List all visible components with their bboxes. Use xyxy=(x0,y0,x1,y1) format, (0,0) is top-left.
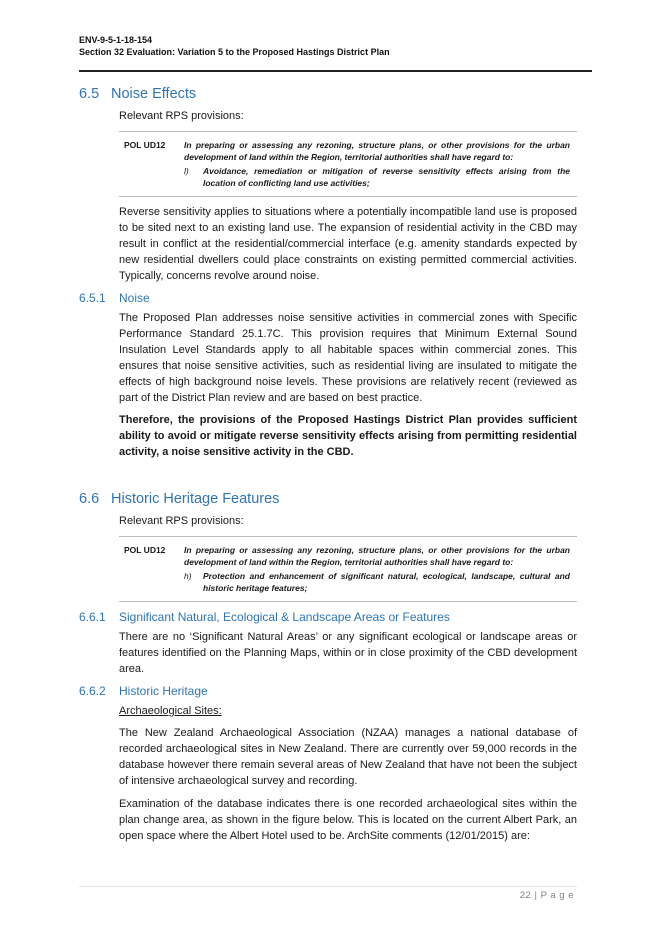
subsection-heading-6-5-1 xyxy=(79,291,150,305)
section-title: Noise Effects xyxy=(111,86,197,102)
subsection-title: Noise xyxy=(119,291,150,305)
policy-item-text: Protection and enhancement of significant natural, ecological, landscape, cultural and historic heritage features; xyxy=(203,571,570,593)
noise-paragraph: The Proposed Plan addresses noise sensitive activities in commercial zones with Specific Performance Standard 25.1.7C. This provision requires that Minimum External Sound Insulation Level Standards apply to all habitable spaces within commercial zones. This ensures that noise sensitive activities, such as residential living are insulated to mitigate the effects of high background noise levels. These provisions are relatively recent (reviewed as part of the District Plan review and are based on best practice. xyxy=(119,312,577,404)
subsection-number: 6.6.1 xyxy=(79,610,106,624)
subsection-heading-6-6-2 xyxy=(79,684,208,698)
nzaa-paragraph: The New Zealand Archaeological Association (NZAA) manages a national database of recorded archaeological sites in New Zealand. There are currently over 59,000 records in the database however there remain several areas of New Zealand that have not been the subject of intensive archaeological survey and recording. xyxy=(119,727,577,787)
policy-text: In preparing or assessing any rezoning, structure plans, or other provisions for the urban development of land within the Region, territorial authorities shall have regard to: xyxy=(184,545,570,567)
significant-areas-paragraph: There are no ‘Significant Natural Areas’ or any significant ecological or landscape areas or features identified on the Planning Maps, within or in close proximity of the CBD development area. xyxy=(119,631,577,675)
subsection-number: 6.6.2 xyxy=(79,684,106,698)
section-number: 6.6 xyxy=(79,491,100,507)
page-number: 22 | P a g e xyxy=(519,890,574,901)
header-divider xyxy=(79,70,592,72)
relevant-rps-label: Relevant RPS provisions: xyxy=(119,515,244,527)
policy-code: POL UD12 xyxy=(124,140,166,150)
relevant-rps-label: Relevant RPS provisions: xyxy=(119,110,244,122)
policy-item-text: Avoidance, remediation or mitigation of reverse sensitivity effects arising from the location of conflicting land use activities; xyxy=(203,166,570,188)
subsection-heading-6-6-1 xyxy=(79,610,450,624)
section-heading-6-5 xyxy=(79,86,196,102)
archaeological-sites-subheading: Archaeological Sites: xyxy=(119,705,222,717)
policy-box-ud12-l xyxy=(119,131,577,197)
running-header xyxy=(79,34,390,58)
database-paragraph: Examination of the database indicates there is one recorded archaeological sites within the plan change area, as shown in the figure below. This is located on the current Albert Park, an open space where the Albert Hotel used to be. ArchSite comments (12/01/2015) are: xyxy=(119,798,577,842)
section-number: 6.5 xyxy=(79,86,100,102)
subsection-title: Historic Heritage xyxy=(119,684,208,698)
subsection-number: 6.5.1 xyxy=(79,291,106,305)
section-heading-6-6 xyxy=(79,491,279,507)
document-id: ENV-9-5-1-18-154 xyxy=(79,35,153,45)
policy-item-letter: h) xyxy=(184,571,192,581)
section-title: Historic Heritage Features xyxy=(111,491,280,507)
noise-conclusion-paragraph: Therefore, the provisions of the Proposed Hastings District Plan provides sufficient ability to avoid or mitigate reverse sensitivity effects arising from permitting residential activity, a noise sensitive activity in the CBD. xyxy=(119,414,577,458)
subsection-title: Significant Natural, Ecological & Landscape Areas or Features xyxy=(119,610,450,624)
footer-divider xyxy=(79,886,577,887)
document-title: Section 32 Evaluation: Variation 5 to the Proposed Hastings District Plan xyxy=(79,47,390,57)
policy-box-ud12-h xyxy=(119,536,577,602)
policy-code: POL UD12 xyxy=(124,545,166,555)
policy-item-letter: l) xyxy=(184,166,189,176)
policy-text: In preparing or assessing any rezoning, structure plans, or other provisions for the urban development of land within the Region, territorial authorities shall have regard to: xyxy=(184,140,570,162)
reverse-sensitivity-paragraph: Reverse sensitivity applies to situations where a potentially incompatible land use is proposed to be sited next to an existing land use. The expansion of residential activity in the CBD may result in conflict at the residential/commercial interface (e.g. amenity standards expected by new residential dwellers could place constraints on existing permitted commercial activities. Typically, concerns revolve around noise. xyxy=(119,206,577,282)
